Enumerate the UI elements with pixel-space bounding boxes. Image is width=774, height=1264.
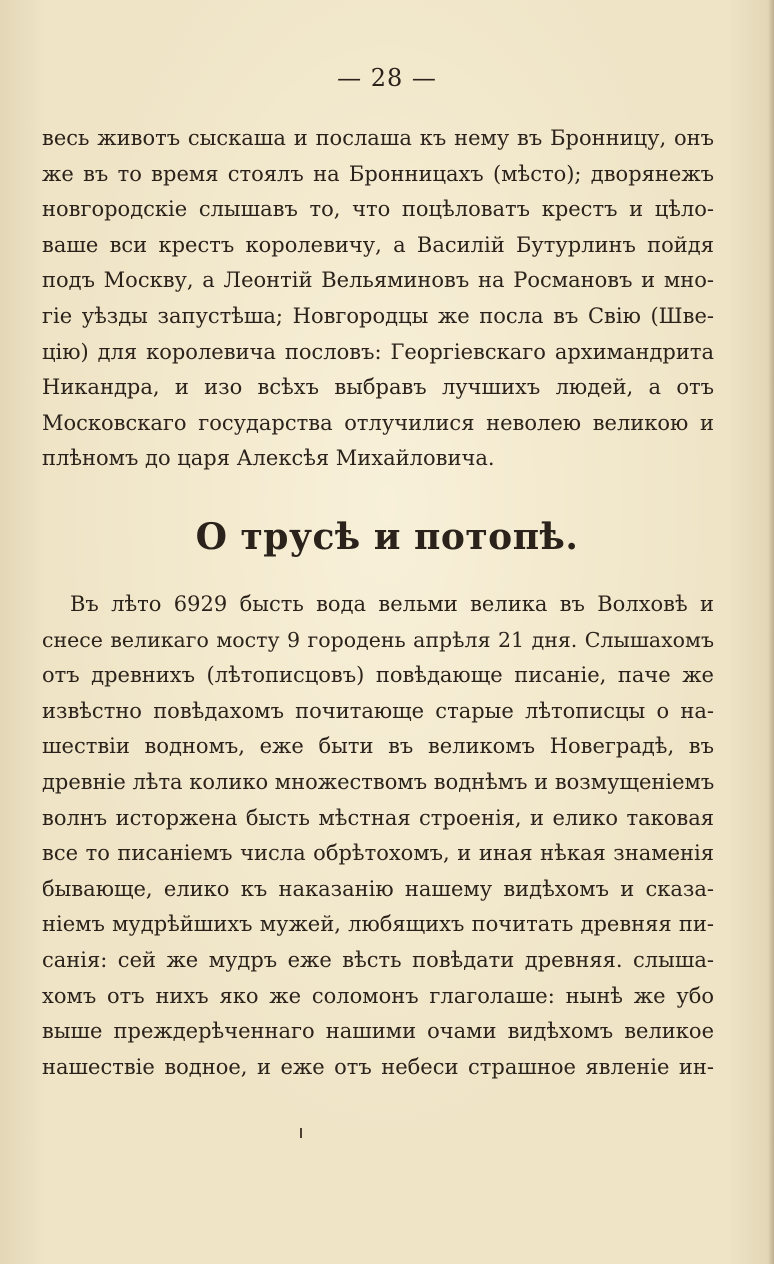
text-line: хомъ отъ нихъ яко же соломонъ глаголаше: нынѣ же убо [42,983,714,1008]
text-line: весь животъ сыскаша и послаша къ нему въ Бронницу, онъ [42,126,714,150]
text-line: отъ древнихъ (лѣтописцовъ) повѣдающе писаніе, паче же [42,663,714,688]
text-line: выше преждерѣченнаго нашими очами видѣхомъ великое [42,1019,714,1044]
text-line: Никандра, и изо всѣхъ выбравъ лучшихъ людей, а отъ [42,375,714,400]
text-line: все то писаніемъ числа обрѣтохомъ, и иная нѣкая знаменія [42,841,714,866]
text-line: гіе уѣзды запустѣша; Новгородцы же посла въ Свію (Шве- [42,303,714,328]
text-line: Въ лѣто 6929 бысть вода вельми велика въ Волховѣ и [70,592,714,616]
paragraph-section-body [42,587,714,1085]
section-heading: О трусѣ и потопѣ. [195,516,579,558]
text-line: извѣстно повѣдахомъ почитающе старые лѣтописцы о на- [42,698,714,723]
text-line: шествіи водномъ, еже быти въ великомъ Новеградѣ, въ [42,734,714,759]
text-line: Московскаго государства отлучилися неволею великою и [42,410,714,435]
page-number: — 28 — [337,64,437,92]
text-line: же въ то время стоялъ на Бронницахъ (мѣсто); дворянежъ [42,161,714,186]
text-line: древніе лѣта колико множествомъ воднѣмъ и возмущеніемъ [42,769,715,794]
text-line: цію) для королевича пословъ: Георгіевскаго архимандрита [42,339,714,364]
text-line: ніемъ мудрѣйшихъ мужей, любящихъ почитать древняя пи- [42,912,714,937]
ink-mark [300,1128,302,1138]
text-line: подъ Москву, а Леонтій Вельяминовъ на Росмановъ и мно- [42,268,714,293]
text-line: новгородскіе слышавъ то, что поцѣловатъ крестъ и цѣло- [42,197,714,222]
text-line: снесе великаго мосту 9 городень апрѣля 21 дня. Слышахомъ [42,627,714,652]
text-line: бывающе, елико къ наказанію нашему видѣхомъ и сказа- [42,876,714,901]
text-line: волнъ исторжена бысть мѣстная строенія, и елико таковая [42,805,714,830]
paragraph-continuation [42,121,714,477]
text-line: плѣномъ до царя Алексѣя Михайловича. [42,446,495,471]
text-line: нашествіе водное, и еже отъ небеси страшное явленіе ин- [42,1054,714,1079]
page-edge-shadow [768,0,774,1264]
text-line: ваше вси крестъ королевичу, а Василій Бутурлинъ пойдя [42,232,714,257]
text-line: санія: сей же мудръ еже вѣсть повѣдати древняя. слыша- [42,947,714,972]
